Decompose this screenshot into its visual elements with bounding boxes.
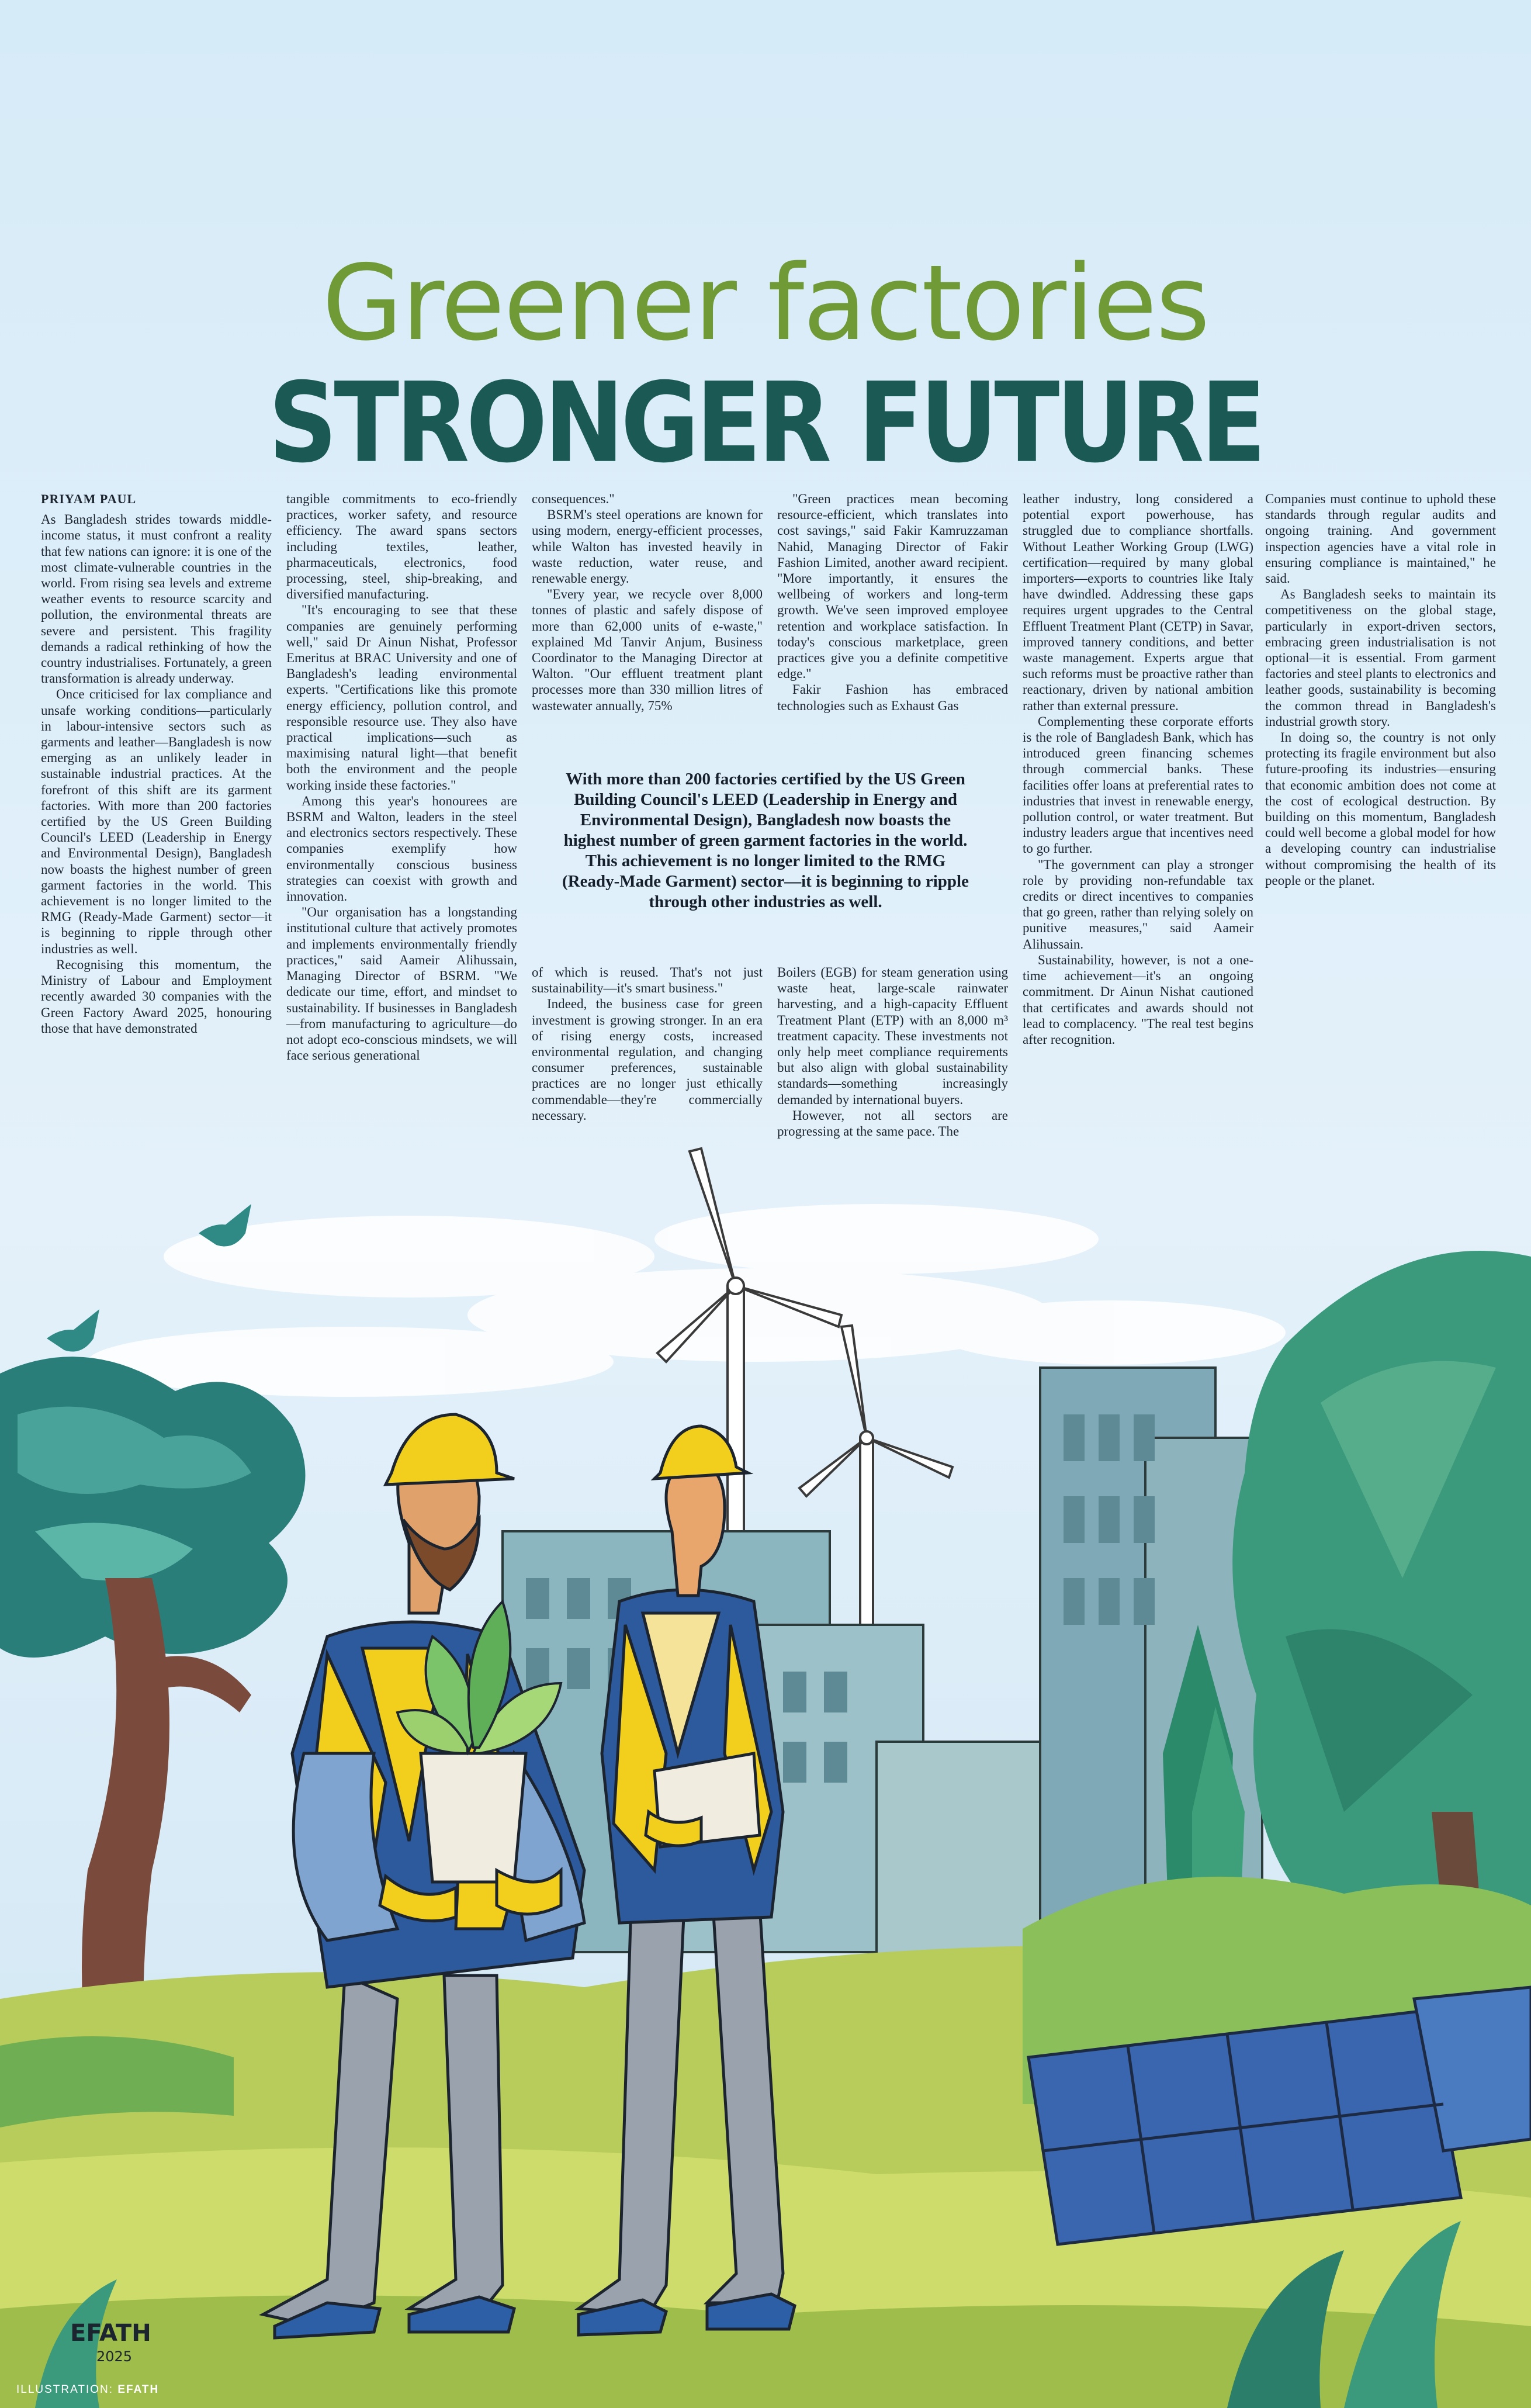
credit-label: ILLUSTRATION: — [16, 2383, 114, 2396]
byline: PRIYAM PAUL — [41, 492, 137, 506]
paragraph: Boilers (EGB) for steam generation using waste heat, large-scale rainwater harvesting, and a high-capacity Effluent Treatment Plant (ETP) with an 8,000 m³ treatment capacity. These investments not only help meet compliance requirements but also align with global sustainability standards—something increasingly demanded by international buyers. — [777, 965, 1008, 1107]
paragraph: "Every year, we recycle over 8,000 tonnes of plastic and safely dispose of more than 62,000 units of e-waste," explained Md Tanvir Anjum, Business Coordinator to the Managing Director at Walton. "Our effluent treatment plant processes more than 330 million litres of wastewater annually, 75% — [532, 587, 763, 713]
article-column-4-top — [777, 491, 1008, 714]
paragraph: As Bangladesh strides towards middle-income status, it must confront a reality that few nations can ignore: it is one of the most climate-vulnerable countries in the world. From rising sea levels and extreme weather events to resource scarcity and pollution, the environmental threats are severe and persistent. This fragility demands a radical rethinking of how the country industrialises. Fortunately, a green transformation is already underway. — [41, 512, 272, 686]
paragraph: of which is reused. That's not just sustainability—it's smart business." — [532, 965, 763, 996]
paragraph: consequences." — [532, 492, 615, 506]
article-column-5 — [1023, 491, 1253, 1047]
bird — [47, 1309, 99, 1352]
paragraph: "The government can play a stronger role by providing non-refundable tax credits or direct incentives to companies that go green, rather than relying solely on punitive measures," said Aameir Alihussain. — [1023, 857, 1253, 952]
illustration-green-factory — [0, 1099, 1531, 2408]
article-column-3-top — [532, 491, 763, 714]
paragraph: Fakir Fashion has embraced technologies such as Exhaust Gas — [777, 682, 1008, 713]
article-column-6 — [1265, 491, 1496, 888]
paragraph: leather industry, long considered a potential export powerhouse, has struggled due to compliance shortfalls. Without Leather Working Group (LWG) certification—required by many global importers—exports to countries like Italy have dwindled. Addressing these gaps requires urgent upgrades to the Central Effluent Treatment Plant (CETP) in Savar, improved tannery conditions, and better waste management. Experts argue that such reforms must be proactive rather than reactionary, driven by national ambition rather than external pressure. — [1023, 492, 1253, 713]
illustration-credit — [16, 2383, 159, 2396]
paragraph: BSRM's steel operations are known for using modern, energy-efficient processes, while Walton has invested heavily in waste reduction, water reuse, and renewable energy. — [532, 507, 763, 586]
paragraph: Indeed, the business case for green investment is growing stronger. In an era of rising energy costs, increased environmental regulation, and changing consumer preferences, sustainable practices are no longer just ethically commendable—they're commercially necessary. — [532, 997, 763, 1123]
paragraph: However, not all sectors are progressing at the same pace. The — [777, 1108, 1008, 1139]
paragraph: Companies must continue to uphold these standards through regular audits and ongoing training. And government inspection agencies have a vital role in ensuring compliance is maintained," he said. — [1265, 492, 1496, 586]
paragraph: tangible commitments to eco-friendly practices, worker safety, and resource efficiency. The award spans sectors including textiles, leather, pharmaceuticals, electronics, food processing, steel, ship-breaking, and diversified manufacturing. — [286, 492, 517, 602]
credit-name: EFATH — [117, 2383, 160, 2396]
paragraph: "Our organisation has a longstanding institutional culture that actively promotes and implements environmentally friendly practices," said Aameir Alihussain, Managing Director of BSRM. "We dedicate our time, effort, and mindset to sustainability. If businesses in Bangladesh—from manufacturing to agriculture—do not adopt eco-conscious mindsets, we will face serious generational — [286, 905, 517, 1063]
paragraph: As Bangladesh seeks to maintain its competitiveness on the global stage, particularly in export-driven sectors, embracing green industrialisation is not optional—it is essential. From garment factories and steel plants to electronics and leather goods, sustainability is becoming the common thread in Bangladesh's industrial growth story. — [1265, 587, 1496, 729]
paragraph: Once criticised for lax compliance and unsafe working conditions—particularly in labour-intensive sectors such as garments and leather—Bangladesh is now emerging as an unlikely leader in sustainable industrial practices. At the forefront of this shift are its garment factories. With more than 200 factories certified by the US Green Building Council's LEED (Leadership in Energy and Environmental Design), Bangladesh now boasts the highest number of green garment factories in the world. This achievement is no longer limited to the RMG (Ready-Made Garment) sector—it is beginning to ripple through other industries as well. — [41, 687, 272, 956]
article-column-1 — [41, 491, 272, 1036]
paragraph: Sustainability, however, is not a one-time achievement—it's an ongoing commitment. Dr Ainun Nishat cautioned that certificates and awards should not lead to complacency. "The real test begins after recognition. — [1023, 952, 1253, 1047]
svg-text:2025: 2025 — [96, 2348, 133, 2365]
pull-quote: With more than 200 factories certified by the US Green Building Council's LEED (Leadership in Energy and Environmental Design), Bangladesh now boasts the highest number of green garment factories in the world. This achievement is no longer limited to the RMG (Ready-Made Garment) sector—it is beginning to ripple through other industries as well. — [562, 770, 969, 911]
svg-text:EFATH: EFATH — [70, 2320, 151, 2347]
paragraph: "It's encouraging to see that these companies are genuinely performing well," said Dr Ainun Nishat, Professor Emeritus at BRAC University and one of Bangladesh's leading environmental experts. "Certifications like this promote energy efficiency, pollution control, and responsible resource use. They also have practical implications—such as maximising natural light—that benefit both the environment and the people working inside these factories." — [286, 603, 517, 793]
paragraph: In doing so, the country is not only protecting its fragile environment but also future-proofing its industries—ensuring that economic ambition does not come at the cost of ecological destruction. By building on this momentum, Bangladesh could well become a global model for how a developing country can industrialise without compromising the health of its people or the planet. — [1265, 730, 1496, 888]
article-column-2 — [286, 491, 517, 1063]
paragraph: "Green practices mean becoming resource-efficient, which translates into cost savings," said Fakir Kamruzzaman Nahid, Managing Director of Fakir Fashion Limited, another award recipient. "More importantly, it ensures the wellbeing of workers and long-term growth. We've seen improved employee retention and workplace satisfaction. In today's conscious marketplace, green practices give you a definite competitive edge." — [777, 492, 1008, 681]
headline-line-2: STRONGER FUTURE — [268, 358, 1263, 487]
headline-line-1: Greener factories — [322, 243, 1209, 364]
paragraph: Recognising this momentum, the Ministry of Labour and Employment recently awarded 30 companies with the Green Factory Award 2025, honouring those that have demonstrated — [41, 957, 272, 1036]
paragraph: Complementing these corporate efforts is the role of Bangladesh Bank, which has introduced green financing schemes through commercial banks. These facilities offer loans at preferential rates to industries that invest in renewable energy, pollution control, or water treatment. But industry leaders argue that incentives need to go further. — [1023, 714, 1253, 856]
paragraph: Among this year's honourees are BSRM and Walton, leaders in the steel and electronics sectors respectively. These companies exemplify how environmentally conscious business strategies can coexist with growth and innovation. — [286, 793, 517, 904]
